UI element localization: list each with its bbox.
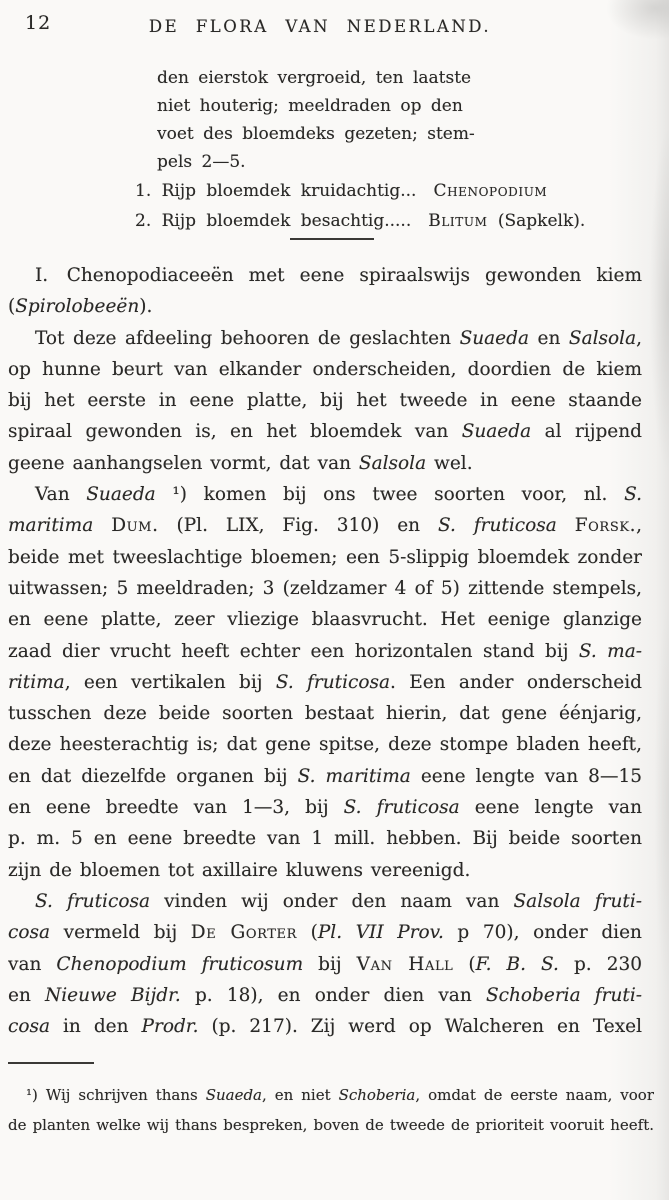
text-segment: spiraal gewonden is, en het bloemdek van (8, 421, 462, 443)
text-segment: , (636, 327, 642, 349)
text-segment: Van (35, 484, 87, 506)
text-segment: in den (50, 1016, 142, 1038)
text-segment: ¹) komen bij ons twee soorten voor, nl. (155, 484, 625, 506)
text-segment: eene lengte van 8—15 (410, 765, 642, 787)
text-segment: van (8, 953, 57, 975)
text-segment: Salsola (568, 327, 637, 349)
text-segment: Schoberia (338, 1086, 416, 1104)
text-segment: vinden wij onder den naam van (149, 890, 514, 912)
body-line-21 (8, 886, 642, 917)
body-line-23 (8, 949, 642, 980)
body-line-9 (8, 510, 642, 541)
text-segment: De Gorter (190, 922, 298, 944)
body-line-2 (8, 291, 642, 322)
text-segment: voet des bloemdeks gezeten; stem- (157, 124, 475, 144)
text-segment: bij (303, 953, 357, 975)
body-line-4 (8, 354, 642, 385)
footnote-line-1 (8, 1080, 654, 1110)
text-segment: cosa (8, 1016, 51, 1038)
text-segment: p. m. 5 en eene breedte van 1 mill. hebben. Bij beide soorten (8, 828, 642, 850)
text-segment: (Sapkelk). (487, 211, 586, 231)
body-line-18 (8, 792, 642, 823)
text-segment: Dum. (111, 515, 159, 537)
text-segment: S. fruticosa (35, 890, 150, 912)
text-segment: Suaeda (459, 327, 530, 349)
text-segment: Prodr. (141, 1016, 199, 1038)
text-segment: S. fruticosa (275, 671, 391, 693)
text-segment: S. fruticosa (438, 515, 557, 537)
text-segment: al rijpend (531, 421, 642, 443)
text-segment: tusschen deze beide soorten bestaat hierin, dat gene éénjarig, (8, 703, 642, 725)
text-segment: p 70), onder dien (443, 922, 642, 944)
text-segment: bij het eerste in eene platte, bij het tweede in eene staande (8, 390, 642, 412)
text-segment: ). (139, 296, 153, 318)
page-number: 12 (25, 12, 52, 34)
text-segment: (p. 217). Zij werd op Walcheren en Texel (198, 1016, 642, 1038)
body-line-6 (8, 416, 642, 447)
text-segment: p. 230 (558, 953, 642, 975)
text-segment: den eierstok vergroeid, ten laatste (157, 68, 472, 88)
text-segment: 2. Rijp bloemdek besachtig..... (135, 211, 429, 231)
text-segment: eene lengte van (459, 797, 642, 819)
text-segment: Schoberia fruti- (485, 984, 642, 1006)
body-line-19 (8, 823, 642, 854)
text-segment: , (636, 515, 642, 537)
key-line-6 (135, 206, 665, 236)
footnote (8, 1080, 654, 1140)
text-segment: en (529, 327, 569, 349)
text-segment: 1. Rijp bloemdek kruidachtig... (135, 181, 434, 201)
body-line-13 (8, 636, 642, 667)
text-segment: zaad dier vrucht heeft echter een horizontalen stand bij (8, 640, 579, 662)
text-segment: ( (8, 296, 16, 318)
text-segment: Suaeda (205, 1086, 263, 1104)
body-line-3 (8, 323, 642, 354)
text-segment: ritima (8, 671, 65, 693)
text-segment: F. B. S. (475, 953, 559, 975)
running-title: DE FLORA VAN NEDERLAND. (148, 17, 492, 36)
text-segment: S. (624, 484, 642, 506)
body-line-22 (8, 917, 642, 948)
text-segment: uitwassen; 5 meeldraden; 3 (zeldzamer 4 of 5) zittende stempels, (8, 577, 642, 599)
body-line-20 (8, 855, 642, 886)
body-line-7 (8, 448, 642, 479)
key-line-4 (157, 148, 665, 176)
text-segment: en (8, 984, 46, 1006)
text-segment: Chenopodium (433, 181, 548, 201)
text-segment: wel. (426, 452, 473, 474)
text-segment: Forsk. (574, 515, 637, 537)
text-segment: S. fruticosa (343, 797, 460, 819)
text-segment: , en niet (262, 1086, 339, 1104)
footnote-rule (8, 1062, 94, 1064)
key-line-5 (135, 176, 665, 206)
text-segment: I. Chenopodiaceeën met eene spiraalswijs gewonden kiem (35, 265, 642, 286)
text-segment: en eene platte, zeer vliezige blaasvrucht. Het eenige glanzige (8, 609, 642, 631)
text-segment: . Een ander onderscheid (390, 671, 642, 693)
identification-key-block (135, 64, 665, 236)
body-line-15 (8, 698, 642, 729)
text-segment: Pl. VII Prov. (317, 922, 444, 944)
body-line-24 (8, 980, 642, 1011)
text-segment: , een vertikalen bij (64, 671, 276, 693)
body-line-11 (8, 573, 642, 604)
text-segment: ¹) Wij schrijven thans (26, 1086, 206, 1104)
text-segment: en dat diezelfde organen bij (8, 765, 298, 787)
body-line-17 (8, 761, 642, 792)
text-segment: p. 18), en onder dien van (180, 984, 486, 1006)
body-line-16 (8, 729, 642, 760)
body-line-1 (8, 260, 642, 291)
text-segment: geene aanhangselen vormt, dat van (8, 452, 359, 474)
text-segment: de planten welke wij thans bespreken, boven de tweede de prioriteit vooruit heeft. (8, 1116, 654, 1134)
text-segment (93, 515, 111, 536)
body-line-5 (8, 385, 642, 416)
body-line-12 (8, 604, 642, 635)
key-line-3 (157, 120, 665, 148)
body-line-8 (8, 479, 642, 510)
text-segment: en eene breedte van 1—3, bij (8, 797, 344, 819)
text-segment: S. maritima (297, 765, 411, 787)
body-line-25 (8, 1011, 642, 1042)
text-segment: pels 2—5. (157, 152, 246, 172)
text-segment: ( (453, 953, 476, 975)
text-segment: Salsola (358, 452, 427, 474)
text-segment: Suaeda (86, 484, 156, 506)
text-segment: Van Hall (356, 953, 454, 975)
text-segment: beide met tweeslachtige bloemen; een 5-slippig bloemdek zonder (8, 546, 642, 568)
text-segment: maritima (8, 515, 94, 537)
text-segment: op hunne beurt van elkander onderscheiden, doordien de kiem (8, 358, 642, 380)
body-line-14 (8, 667, 642, 698)
text-segment: Spirolobeeën (15, 296, 140, 318)
body-text (8, 260, 642, 1042)
text-segment: Blitum (428, 211, 488, 231)
section-divider-rule (290, 238, 374, 240)
key-line-1 (157, 64, 665, 92)
text-segment: Tot deze afdeeling behooren de geslachten (35, 327, 460, 349)
text-segment: Suaeda (461, 421, 532, 443)
text-segment: Salsola fruti- (513, 890, 642, 912)
footnote-line-2 (8, 1110, 654, 1140)
text-segment: , omdat de eerste naam, voor (415, 1086, 654, 1104)
body-line-10 (8, 542, 642, 573)
text-segment: niet houterig; meeldraden op den (157, 96, 463, 116)
text-segment: zijn de bloemen tot axillaire kluwens vereenigd. (8, 859, 471, 881)
text-segment (557, 515, 575, 536)
text-segment: vermeld bij (50, 922, 191, 944)
text-segment: (Pl. LIX, Fig. 310) en (158, 515, 439, 537)
text-segment: Chenopodium fruticosum (56, 953, 304, 975)
text-segment: Nieuwe Bijdr. (45, 984, 181, 1006)
text-segment: ( (297, 922, 318, 944)
text-segment: cosa (8, 922, 51, 944)
text-segment: deze heesterachtig is; dat gene spitse, deze stompe bladen heeft, (8, 734, 642, 756)
text-segment: S. ma- (578, 640, 642, 662)
key-line-2 (157, 92, 665, 120)
